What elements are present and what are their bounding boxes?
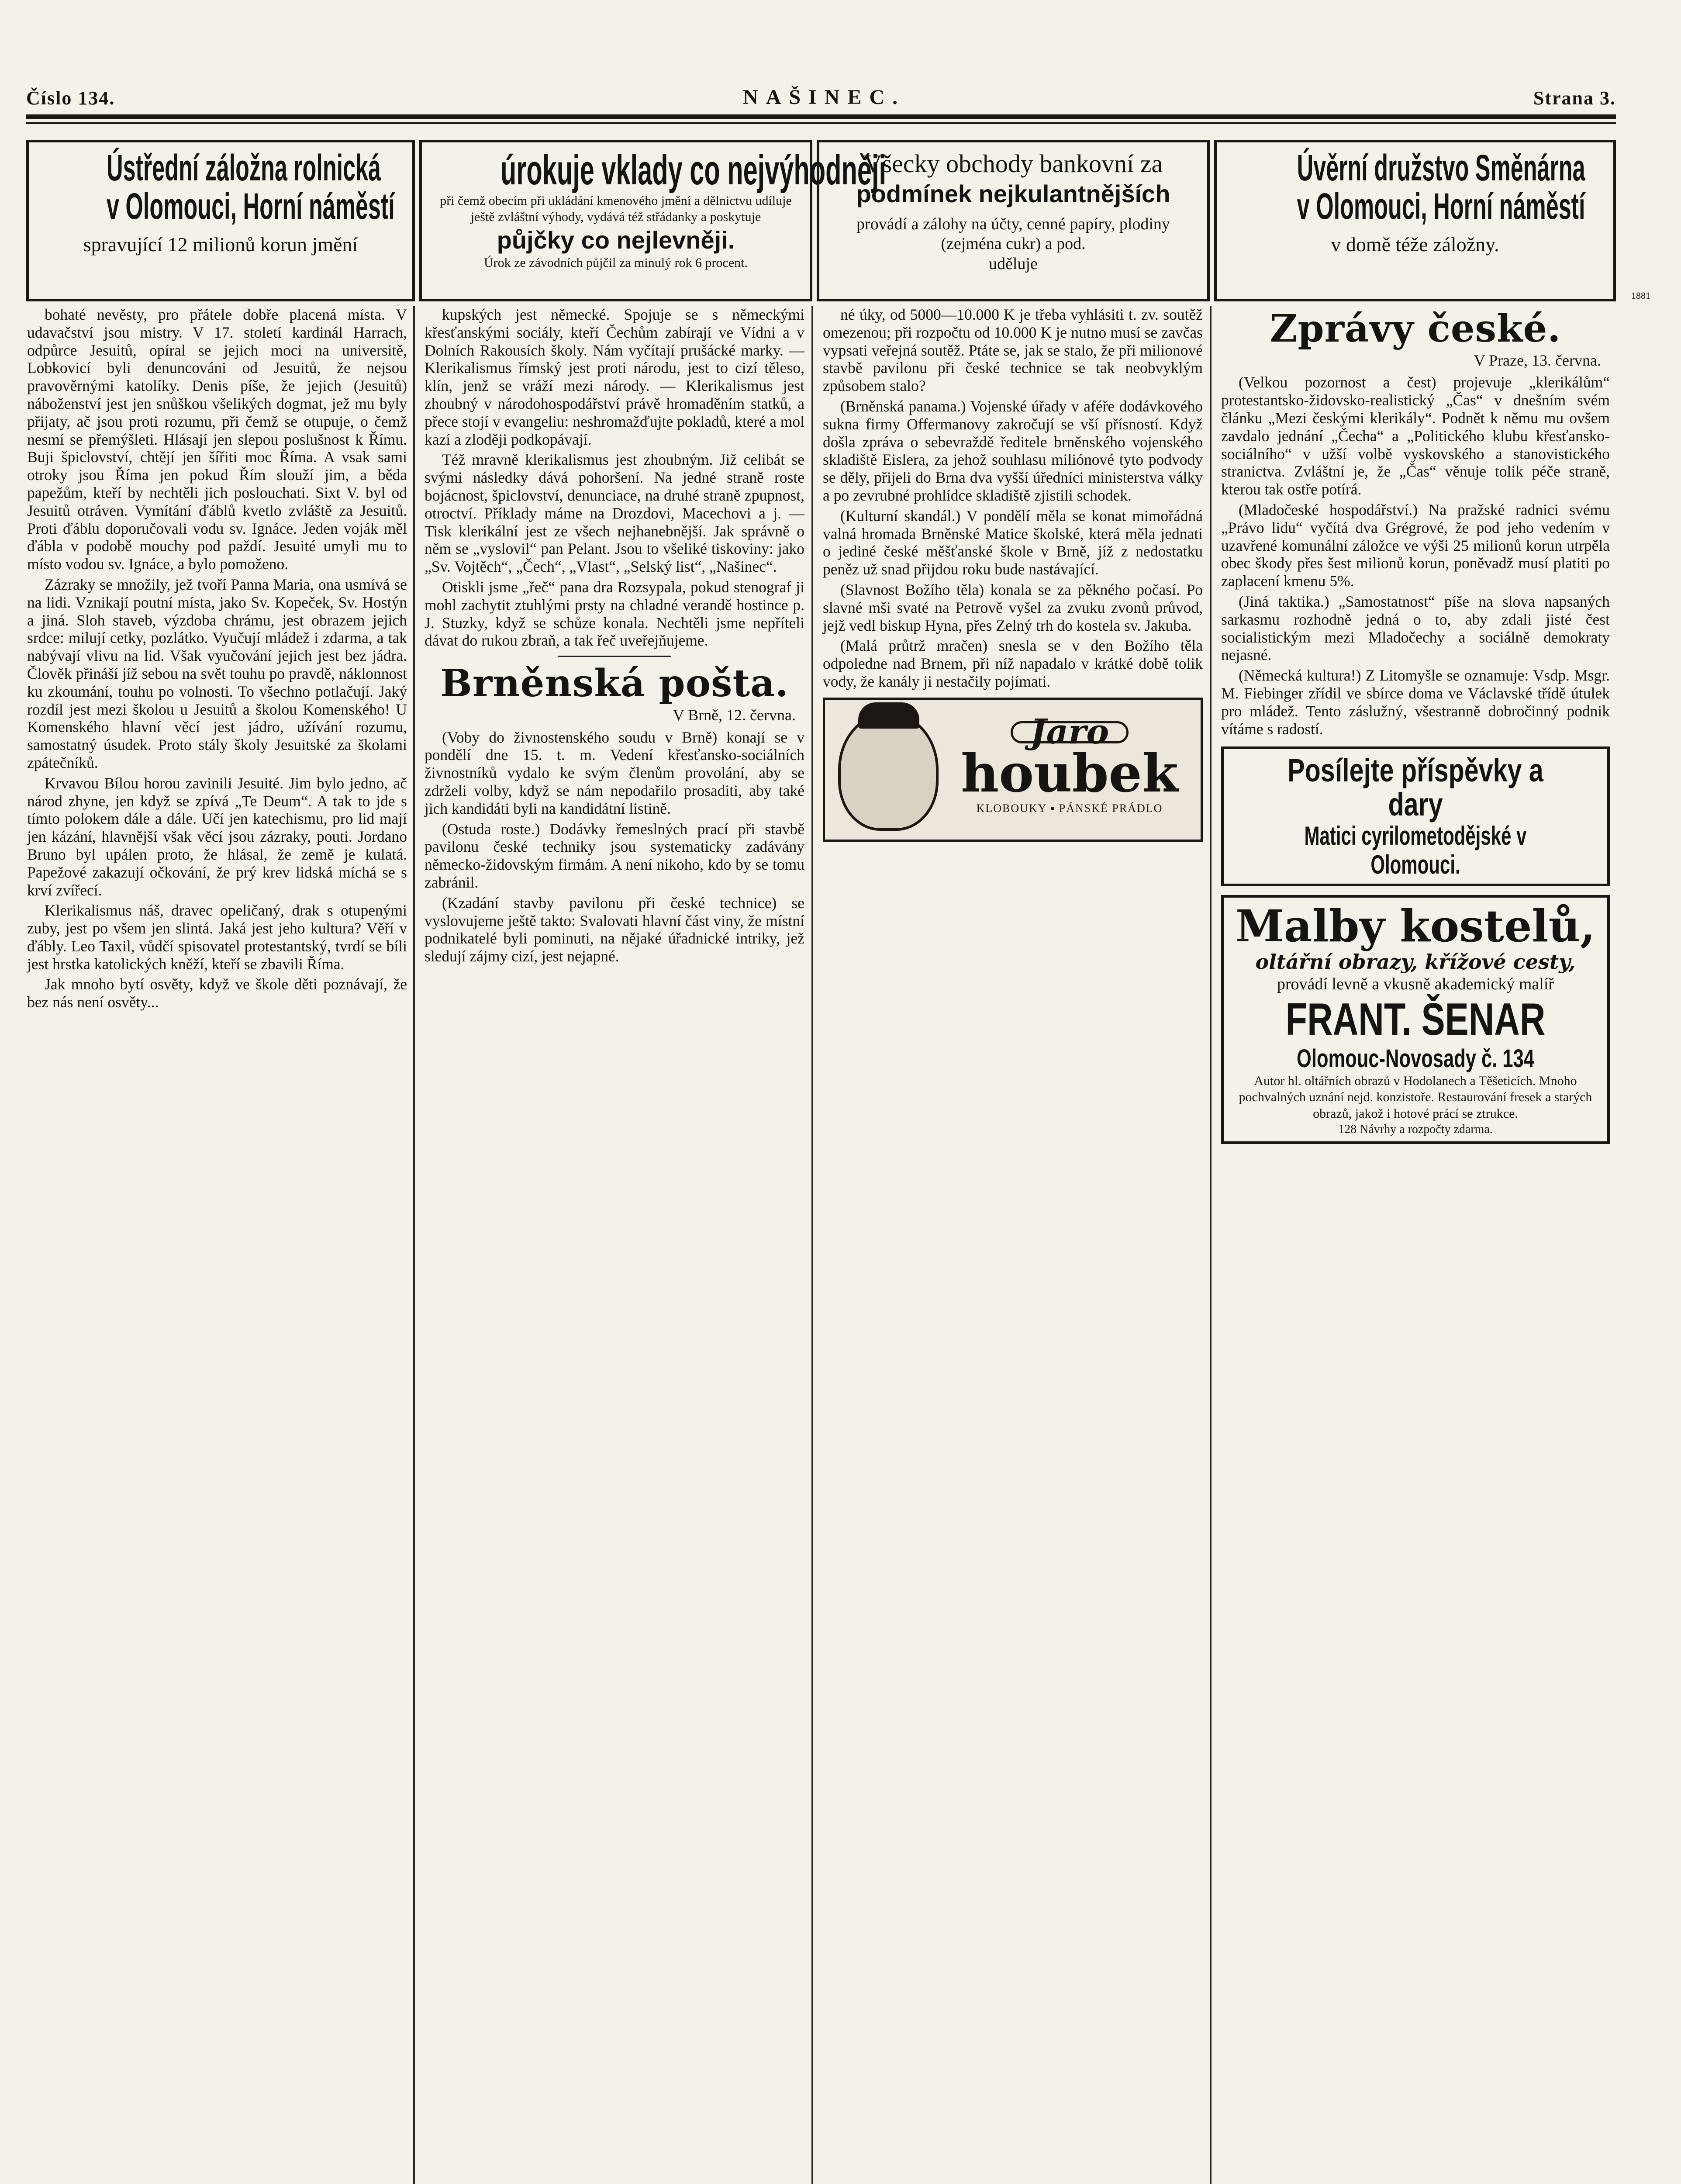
section-title-zpravy-ceske: Zprávy české. xyxy=(1270,307,1561,351)
col3-paragraph: (Malá průtrž mračen) snesla se v den Božího těla odpoledne nad Brnem, při níž napadalo v krátké době tolik vody, že kanály ji nestačily pojímati. xyxy=(823,637,1203,690)
section-divider xyxy=(558,656,671,657)
col2-paragraph: kupských jest německé. Spojuje se s německými křesťanskými sociály, kteří Čechům zabírají ve Vídni a v Dolních Rakousích školy. Nám vyčítají prušácké marky. — Klerikalismus římský jest proti národu, jest to cizí těleso, klín, jenž se vráží mezi národy. — Klerikalismus jest zhoubný v národohospodářství právě hromaděním statků, a přece stojí v evangeliu: neshromažďujte pokladů, které a mol kazí a zloději podkopávají. xyxy=(425,306,804,448)
col3-paragraph: (Slavnost Božího těla) konala se za pěkného počasí. Po slavné mši svaté na Petrově vyšel za zvuku zvonů průvod, jejž vedl biskup Hyna, přes Zelný trh do kostela sv. Jakuba. xyxy=(823,581,1203,634)
malby-line2: oltářní obrazy, křížové cesty, xyxy=(1255,950,1576,974)
ad2-line4: Úrok ze závodních půjčil za minulý rok 6 procent. xyxy=(484,255,748,270)
column-3 xyxy=(823,306,1203,2184)
col2-paragraph: (Voby do živnostenského soudu v Brně) konají se v pondělí dne 15. t. m. Vedení křesťansko-sociálních živnostníků vydalo ke svým členům provolání, aby se zdrželi volby, když se nám nepodařilo prosaditi, aby také jich kandidáti byli na kandidátní listině. xyxy=(425,728,804,817)
column-rule-2 xyxy=(811,306,813,2184)
col1-paragraph: Klerikalismus náš, dravec opeličaný, drak s otupenými zuby, jest po všem jen slintá. Jaká jest jeho kultura? Věří v ďábly. Leo Taxil, vůdčí spisovatel protestantský, tvrdí se bíli jest hrstka katolických kněží, kteří se zbavili Říma. xyxy=(27,902,407,973)
ad3-line2: podmínek nejkulantnějších xyxy=(856,180,1170,207)
malby-line6: Autor hl. oltářních obrazů v Hodolanech a Těšeticích. Mnoho pochvalných uznání nejd. konzistoře. Restaurování fresek a starých obrazů, jakož i hotové prácí se ztrukce. xyxy=(1239,1073,1592,1121)
col1-paragraph: Jak mnoho bytí osvěty, když ve škole děti poznávají, že bez nás není osvěty... xyxy=(27,975,407,1011)
posil-line1: Posílejte příspěvky a dary xyxy=(1288,752,1543,823)
malby-line3: provádí levně a vkusně akademický malíř xyxy=(1277,975,1554,993)
portrait-illustration xyxy=(838,713,939,831)
malby-line7: 128 Návrhy a rozpočty zdarma. xyxy=(1338,1123,1493,1137)
masthead-rule xyxy=(26,114,1616,119)
masthead xyxy=(26,79,1616,109)
malby-line5: Olomouc-Novosady č. 134 xyxy=(1297,1044,1534,1073)
top-ads-row xyxy=(26,140,1616,301)
jaro-subline: KLOBOUKY ▪ PÁNSKÉ PRÁDLO xyxy=(976,802,1163,815)
ad1-line1: Ústřední záložna rolnická xyxy=(106,147,381,188)
jaro-label: Jaro xyxy=(1011,721,1129,743)
ad-uverni-druzstvo xyxy=(1214,140,1616,301)
section-title-brnenska-posta: Brněnská pošta. xyxy=(440,661,789,706)
ad2-line2: při čemž obecím při ukládání kmenového jmění a dělnictvu udíluje ještě zvláštní výhody, vydává též střádanky a poskytuje xyxy=(440,193,792,225)
col1-paragraph: Zázraky se množily, jež tvoří Panna Maria, ona usmívá se na lidi. Vznikají poutní místa, jako Sv. Kopeček, Sv. Hostýn a jiná. Sloh staveb, výzdoba chrámu, jest obrazem jejich srdce: milují cetky, pozlátko. Vyučují mládež i zdarma, a tak nabývají vlivu na lid. Však vyučování jejich jest bez jádra. Člověk přináší jíž sebou na svět touhu po pravdě, náklonnost ku zkoumání, touhu po volnosti. To všechno potlačují. Jaký rozdíl jest mezi školou u Jesuitů a školou Komenského! U Komenského hlavní věcí jest jádro, užívání rozumu, samostatný úsudek. Proto stály školy Jesuitské za školami zpátečníků. xyxy=(27,575,407,771)
malby-line1: Malby kostelů, xyxy=(1236,900,1595,952)
col3-paragraph: (Brněnská panama.) Vojenské úřady v aféře dodávkového sukna firmy Offermanovy zakročují se vší přísností. Když došla zpráva o sebevraždě ředitele brněnského vojenského skladiště Eislera, za jehož souhlasu miliónové tyto podvody se děly, přijeli do Brna dva vyšší úředníci ministerstva války a po zevrubné prohlídce skladiště zjistili schodek. xyxy=(823,397,1203,504)
masthead-rule-thin xyxy=(26,122,1616,124)
col2-paragraph: Též mravně klerikalismus jest zhoubným. Již celibát se svými následky dává pohoršení. Na jedné straně roste bojácnost, špiclovství, denunciace, na druhé straně zpupnost, otroctví. Příklady máme na Drozdovi, Macechovi a j. — Tisk klerikální jest ze všech nejhanebnější. Jak správně o něm se „vyslovil“ pan Pelant. Jsou to všeliké tiskoviny: jako „Sv. Vojtěch“, „Čech“, „Vlast“, „Selský list“, „Našinec“. xyxy=(425,451,804,576)
column-rule-3 xyxy=(1210,306,1212,2184)
ad-posilejte-prispevky xyxy=(1221,746,1610,886)
column-4 xyxy=(1221,306,1610,2184)
ad-malby-kostelu xyxy=(1221,895,1610,1144)
col2-paragraph: (Ostuda roste.) Dodávky řemeslných prací při stavbě pavilonu české techniky jsou systematicky zadávány německo-židovským firmám. A není nikoho, kdo by se tomu zabránil. xyxy=(425,820,804,891)
column-rule-1 xyxy=(413,306,415,2184)
ad-urokuje-vklady xyxy=(419,140,887,301)
ad2-line1: úrokuje vklady co nejvýhodněji xyxy=(500,147,887,194)
ad-ustredni-zalozna xyxy=(26,140,415,301)
ad-obchody-bankovni xyxy=(817,140,1210,301)
dateline-praha: V Praze, 13. června. xyxy=(1474,351,1601,369)
col4-paragraph: (Jiná taktika.) „Samostatnost“ píše na slova napsaných sarkasmu rozhodně jedná o to, aby zdali jisté čest socialistickým mezi Mladočechy a sociálně demokraty nejasné. xyxy=(1221,592,1610,664)
col4-paragraph: (Mladočeské hospodářství.) Na pražské radnici svému „Právo lidu“ vyčítá dva Grégrové, že pod jeho vedením v uzavřené komunální záložce ve výši 25 milionů korun utrpěla obec škody přes šest milionů korun, poněvadž musí platiti po zaplacení kmenu 5%. xyxy=(1221,501,1610,590)
ad3-line3: provádí a zálohy na účty, cenné papíry, plodiny (zejména cukr) a pod. xyxy=(856,214,1170,253)
ad4-line1: Úvěrní družstvo Směnárna xyxy=(1297,147,1585,188)
ad3-line1: Všecky obchody bankovní za xyxy=(863,149,1163,178)
ad-jaro-brand xyxy=(961,712,1178,818)
col1-paragraph: Krvavou Bílou horou zavinili Jesuité. Jim bylo jedno, ač národ zhyne, jen když se zpívá „Te Deum“. A tak to jde s tímto polokem dále a dále. Učí jen katechismu, pro lid mají jen kázání, hlavnější však věcí jsou zázraky, pouti. Jordano Bruno byl upálen proto, že hlásal, že země je kulatá. Papežové zakazují očkování, že prý krev lidská míchá se s krví zvířecí. xyxy=(27,774,407,899)
malby-line4: FRANT. ŠENAR xyxy=(1285,994,1546,1045)
ad-jaro-houbek xyxy=(823,698,1203,842)
column-2 xyxy=(425,306,804,2184)
issue-number: Číslo 134. xyxy=(26,87,115,109)
ad-tag-number: 1881 xyxy=(1631,290,1650,301)
ad4-line2: v Olomouci, Horní náměstí xyxy=(1297,186,1585,227)
col3-paragraph: né úky, od 5000—10.000 K je třeba vyhlásiti t. zv. soutěž omezenou; při rozpočtu od 10.000 K je nutno musí se zavčas vypsati veřejná soutěž. Ptáte se, jak se stalo, že při milionové stavbě pavilonu při české technice se tak neobvyklým způsobem stalo? xyxy=(823,306,1203,395)
ad1-line3: spravující 12 milionů korun jmění xyxy=(83,233,358,256)
col4-paragraph: (Velkou pozornost a čest) projevuje „klerikálům“ protestantsko-židovsko-realistický „Čas“ v dnešním svém článku „Mezi českými klerikály“. Podnět k němu mu ovšem zavdalo jednání „Čecha“ a „Politického klubu křesťansko-sociálního“ v užší volbě vyskovského a stanovistického stranictva. Zvláštní je, že „Čas“ věnuje tolik péče straně, kterou tak ostře potírá. xyxy=(1221,373,1610,498)
ad3-line4: uděluje xyxy=(989,254,1038,273)
col2-paragraph: (Kzadání stavby pavilonu při české technice) se vyslovujeme ještě takto: Svalovati hlavní část viny, že místní podnikatelé byli pominuti, na nějaké úřadnické intriky, jež sledují zájmy cizí, jest nejapné. xyxy=(425,894,804,965)
houbek-label: houbek xyxy=(961,743,1178,805)
dateline-brno: V Brně, 12. června. xyxy=(673,706,796,724)
posil-line2: Matici cyrilometodějské v Olomouci. xyxy=(1304,821,1527,879)
ad4-line3: v domě téže záložny. xyxy=(1331,233,1499,256)
ad1-line2: v Olomouci, Horní náměstí xyxy=(106,186,395,227)
col2-paragraph: Otiskli jsme „řeč“ pana dra Rozsypala, pokud stenograf ji mohl zachytit ztuhlými prsty na chladné verandě hostince p. J. Stuzky, když se schůze konala. Nechtěli jsme nepříteli dávat do rukou zbraň, a tak řeč uveřejňujeme. xyxy=(425,578,804,650)
column-1 xyxy=(27,306,407,2184)
ad2-line3: půjčky co nejlevněji. xyxy=(497,226,735,254)
newspaper-title: NAŠINEC. xyxy=(743,86,906,109)
page-number: Strana 3. xyxy=(1533,87,1616,109)
col1-paragraph: bohaté nevěsty, pro přátele dobře placená místa. V udavačství jsou mistry. V 17. století kardinál Harrach, odpůrce Jesuitů, opíral se jejich moci na universitě, Lobkovicí byli denuncováni od Jesuitů, že nejsou pravověrnými katolíky. Denis píše, že jejich (Jesuitů) náboženství jest jen snůškou všelikých dogmat, jež mu byly přijaty, ač jsou proti rozumu, při čemž se otupuje, o čemž nesmí se přemýšleti. Hlásají jen slepou poslušnost k Římu. Buji špiclovství, chtějí jen šířiti moc Říma. A vsak sami otroky jsou Říma jen pokud Řím slouží jim, a běda papežům, kteří by nechtěli jich poslouchati. Sixt V. byl od Jesuitů otráven. Vymítání ďáblů kvetlo zvláště za Jesuitů. Proti ďáblu doporučovali vodu sv. Ignáce. Jeden voják měl ďábla v podobě mouchy pod paždí. Jesuité umyli mu to místo vodou sv. Ignáce, a bylo pomoženo. xyxy=(27,306,407,573)
col3-paragraph: (Kulturní skandál.) V pondělí měla se konat mimořádná valná hromada Brněnské Matice školské, která měla jednati o jediné české měšťanské škole v Brně, jíž z nedostatku peněz už snad přijdou roku bude nastávající. xyxy=(823,507,1203,578)
col4-paragraph: (Německá kultura!) Z Litomyšle se oznamuje: Vsdp. Msgr. M. Fiebinger zřídil ve sbírce doma ve Václavské třídě útulek pro mládež. Tento záslužný, všestranně dobročinný podnik vítáme s radostí. xyxy=(1221,667,1610,738)
